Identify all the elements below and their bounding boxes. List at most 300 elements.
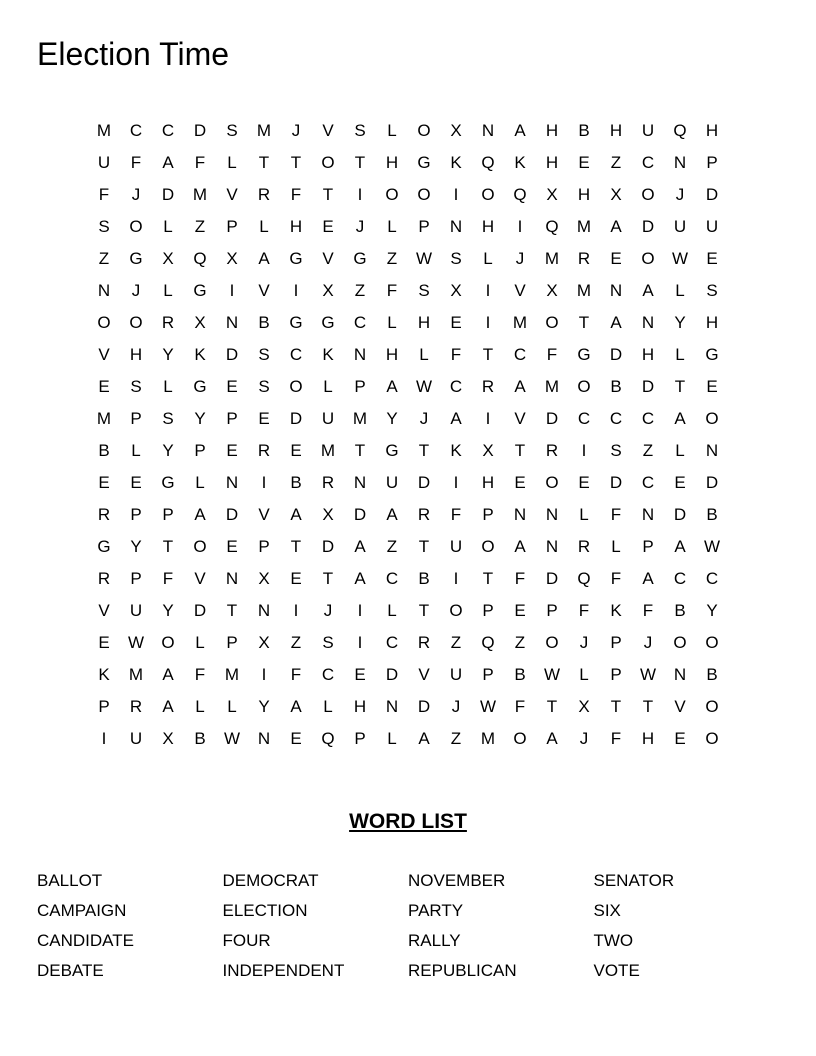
grid-letter: K bbox=[322, 345, 334, 364]
grid-letter: G bbox=[417, 153, 431, 172]
grid-letter: V bbox=[514, 281, 526, 300]
grid-letter: T bbox=[418, 537, 430, 556]
grid-letter: G bbox=[289, 313, 303, 332]
grid-letter: K bbox=[194, 345, 206, 364]
grid-letter: O bbox=[705, 409, 719, 428]
grid-letter: O bbox=[97, 313, 111, 332]
grid-letter: Q bbox=[193, 249, 207, 268]
grid-letter: L bbox=[579, 665, 589, 684]
grid-letter: N bbox=[257, 601, 271, 620]
grid-letter: Y bbox=[706, 601, 718, 620]
grid-letter: O bbox=[449, 601, 463, 620]
grid-letter: A bbox=[354, 569, 366, 588]
grid-letter: N bbox=[97, 281, 111, 300]
grid-letter: D bbox=[417, 473, 431, 492]
word-list-item: BALLOT bbox=[37, 871, 103, 890]
grid-letter: U bbox=[705, 217, 719, 236]
grid-letter: M bbox=[576, 217, 592, 236]
grid-letter: W bbox=[479, 697, 497, 716]
grid-letter: I bbox=[357, 633, 363, 652]
grid-letter: T bbox=[642, 697, 654, 716]
grid-letter: D bbox=[705, 473, 719, 492]
grid-letter: D bbox=[321, 537, 335, 556]
grid-letter: Z bbox=[642, 441, 654, 460]
grid-letter: T bbox=[578, 313, 590, 332]
grid-letter: G bbox=[577, 345, 591, 364]
grid-letter: E bbox=[354, 665, 366, 684]
grid-letter: M bbox=[576, 281, 592, 300]
grid-letter: M bbox=[320, 441, 336, 460]
grid-letter: I bbox=[453, 185, 459, 204]
grid-letter: E bbox=[98, 633, 110, 652]
grid-letter: T bbox=[354, 441, 366, 460]
grid-letter: N bbox=[705, 441, 719, 460]
grid-letter: E bbox=[290, 441, 302, 460]
grid-letter: W bbox=[127, 633, 145, 652]
grid-letter: F bbox=[130, 153, 142, 172]
grid-letter: E bbox=[130, 473, 142, 492]
grid-letter: A bbox=[386, 505, 398, 524]
grid-letter: L bbox=[227, 153, 237, 172]
grid-letter: I bbox=[453, 473, 459, 492]
grid-letter: H bbox=[641, 729, 655, 748]
grid-letter: N bbox=[673, 665, 687, 684]
grid-letter: V bbox=[322, 249, 334, 268]
grid-letter: O bbox=[705, 633, 719, 652]
grid-letter: Y bbox=[162, 601, 174, 620]
word-list-item: SENATOR bbox=[593, 871, 675, 890]
grid-letter: C bbox=[321, 665, 335, 684]
grid-letter: T bbox=[610, 697, 622, 716]
grid-letter: E bbox=[226, 377, 238, 396]
grid-letter: H bbox=[385, 153, 399, 172]
grid-letter: C bbox=[385, 569, 399, 588]
grid-letter: O bbox=[481, 185, 495, 204]
grid-letter: P bbox=[226, 217, 238, 236]
grid-letter: G bbox=[193, 281, 207, 300]
word-list-item: RALLY bbox=[408, 931, 461, 950]
grid-letter: O bbox=[705, 729, 719, 748]
grid-letter: V bbox=[194, 569, 206, 588]
grid-letter: O bbox=[673, 633, 687, 652]
grid-letter: C bbox=[577, 409, 591, 428]
grid-letter: D bbox=[289, 409, 303, 428]
grid-letter: O bbox=[545, 473, 559, 492]
grid-letter: D bbox=[705, 185, 719, 204]
grid-letter: H bbox=[417, 313, 431, 332]
grid-letter: X bbox=[194, 313, 206, 332]
grid-letter: J bbox=[579, 633, 589, 652]
grid-letter: R bbox=[577, 249, 591, 268]
grid-letter: A bbox=[642, 281, 654, 300]
grid-letter: E bbox=[322, 217, 334, 236]
grid-letter: E bbox=[226, 441, 238, 460]
grid-letter: Y bbox=[258, 697, 270, 716]
grid-letter: I bbox=[229, 281, 235, 300]
grid-letter: R bbox=[417, 505, 431, 524]
grid-letter: Z bbox=[610, 153, 622, 172]
grid-letter: H bbox=[385, 345, 399, 364]
grid-letter: V bbox=[514, 409, 526, 428]
grid-letter: O bbox=[481, 537, 495, 556]
grid-letter: N bbox=[225, 473, 239, 492]
grid-letter: M bbox=[480, 729, 496, 748]
grid-letter: E bbox=[98, 473, 110, 492]
grid-letter: X bbox=[546, 281, 558, 300]
grid-letter: Z bbox=[194, 217, 206, 236]
grid-letter: T bbox=[258, 153, 270, 172]
grid-letter: S bbox=[258, 377, 270, 396]
grid-letter: H bbox=[481, 217, 495, 236]
grid-letter: F bbox=[578, 601, 590, 620]
grid-letter: C bbox=[513, 345, 527, 364]
grid-letter: H bbox=[545, 153, 559, 172]
grid-letter: I bbox=[261, 473, 267, 492]
grid-letter: I bbox=[293, 281, 299, 300]
grid-letter: F bbox=[450, 345, 462, 364]
grid-letter: E bbox=[610, 249, 622, 268]
grid-letter: G bbox=[353, 249, 367, 268]
grid-letter: N bbox=[385, 697, 399, 716]
grid-letter: X bbox=[322, 505, 334, 524]
grid-letter: L bbox=[387, 121, 397, 140]
grid-letter: J bbox=[515, 249, 525, 268]
grid-letter: K bbox=[98, 665, 110, 684]
grid-letter: F bbox=[450, 505, 462, 524]
grid-letter: A bbox=[514, 121, 526, 140]
grid-letter: A bbox=[642, 569, 654, 588]
grid-letter: B bbox=[258, 313, 270, 332]
grid-letter: H bbox=[705, 121, 719, 140]
grid-letter: L bbox=[131, 441, 141, 460]
grid-letter: F bbox=[290, 665, 302, 684]
grid-letter: I bbox=[517, 217, 523, 236]
grid-letter: F bbox=[194, 665, 206, 684]
grid-letter: R bbox=[161, 313, 175, 332]
grid-letter: Y bbox=[194, 409, 206, 428]
grid-letter: T bbox=[546, 697, 558, 716]
grid-letter: P bbox=[226, 633, 238, 652]
grid-letter: G bbox=[289, 249, 303, 268]
grid-letter: V bbox=[226, 185, 238, 204]
grid-letter: F bbox=[514, 697, 526, 716]
grid-letter: L bbox=[195, 473, 205, 492]
grid-letter: Q bbox=[673, 121, 687, 140]
grid-letter: I bbox=[485, 313, 491, 332]
grid-letter: S bbox=[354, 121, 366, 140]
grid-letter: D bbox=[641, 377, 655, 396]
grid-letter: W bbox=[223, 729, 241, 748]
grid-letter: I bbox=[357, 601, 363, 620]
grid-letter: W bbox=[639, 665, 657, 684]
grid-letter: V bbox=[258, 505, 270, 524]
grid-letter: U bbox=[449, 665, 463, 684]
grid-letter: A bbox=[162, 665, 174, 684]
grid-letter: S bbox=[418, 281, 430, 300]
grid-letter: T bbox=[290, 537, 302, 556]
grid-letter: C bbox=[641, 473, 655, 492]
grid-letter: X bbox=[482, 441, 494, 460]
grid-letter: A bbox=[610, 217, 622, 236]
grid-letter: Q bbox=[321, 729, 335, 748]
grid-letter: N bbox=[449, 217, 463, 236]
grid-letter: B bbox=[578, 121, 590, 140]
grid-letter: C bbox=[673, 569, 687, 588]
word-list-heading bbox=[0, 808, 816, 836]
grid-letter: M bbox=[128, 665, 144, 684]
grid-letter: O bbox=[641, 249, 655, 268]
grid-letter: U bbox=[673, 217, 687, 236]
grid-letter: I bbox=[293, 601, 299, 620]
word-list-item: ELECTION bbox=[222, 901, 308, 920]
grid-letter: E bbox=[450, 313, 462, 332]
grid-letter: A bbox=[194, 505, 206, 524]
grid-letter: R bbox=[321, 473, 335, 492]
grid-letter: L bbox=[579, 505, 589, 524]
grid-letter: R bbox=[97, 505, 111, 524]
grid-letter: P bbox=[130, 409, 142, 428]
grid-letter: P bbox=[546, 601, 558, 620]
grid-letter: J bbox=[643, 633, 653, 652]
grid-letter: X bbox=[258, 633, 270, 652]
word-list-heading-text: WORD LIST bbox=[349, 810, 467, 833]
grid-letter: N bbox=[545, 537, 559, 556]
grid-letter: X bbox=[258, 569, 270, 588]
grid-letter: K bbox=[450, 441, 462, 460]
grid-letter: K bbox=[610, 601, 622, 620]
page-title: Election Time bbox=[37, 36, 230, 72]
grid-letter: S bbox=[450, 249, 462, 268]
grid-letter: H bbox=[353, 697, 367, 716]
grid-letter: T bbox=[290, 153, 302, 172]
grid-letter: D bbox=[193, 601, 207, 620]
grid-letter: W bbox=[671, 249, 689, 268]
grid-letter: G bbox=[193, 377, 207, 396]
grid-letter: Y bbox=[130, 537, 142, 556]
grid-letter: Y bbox=[162, 345, 174, 364]
grid-letter: T bbox=[482, 345, 494, 364]
grid-letter: E bbox=[226, 537, 238, 556]
grid-letter: V bbox=[418, 665, 430, 684]
grid-letter: U bbox=[321, 409, 335, 428]
letter-grid bbox=[88, 115, 728, 755]
grid-letter: B bbox=[418, 569, 430, 588]
grid-letter: D bbox=[641, 217, 655, 236]
grid-letter: A bbox=[290, 505, 302, 524]
grid-letter: F bbox=[194, 153, 206, 172]
grid-letter: Q bbox=[481, 153, 495, 172]
word-list-item: FOUR bbox=[222, 931, 271, 950]
grid-letter: G bbox=[705, 345, 719, 364]
grid-letter: Q bbox=[545, 217, 559, 236]
grid-letter: Z bbox=[290, 633, 302, 652]
grid-letter: I bbox=[357, 185, 363, 204]
grid-letter: G bbox=[129, 249, 143, 268]
grid-letter: S bbox=[322, 633, 334, 652]
grid-letter: A bbox=[546, 729, 558, 748]
grid-letter: P bbox=[482, 601, 494, 620]
grid-letter: A bbox=[674, 409, 686, 428]
grid-letter: M bbox=[256, 121, 272, 140]
grid-letter: P bbox=[162, 505, 174, 524]
grid-letter: R bbox=[129, 697, 143, 716]
grid-letter: C bbox=[641, 153, 655, 172]
grid-letter: P bbox=[130, 569, 142, 588]
grid-letter: E bbox=[290, 729, 302, 748]
grid-letter: M bbox=[224, 665, 240, 684]
grid-letter: T bbox=[482, 569, 494, 588]
grid-letter: C bbox=[641, 409, 655, 428]
grid-letter: L bbox=[163, 281, 173, 300]
grid-letter: O bbox=[545, 313, 559, 332]
grid-letter: I bbox=[581, 441, 587, 460]
grid-letter: P bbox=[354, 377, 366, 396]
grid-letter: C bbox=[129, 121, 143, 140]
grid-letter: F bbox=[642, 601, 654, 620]
word-list-item: PARTY bbox=[408, 901, 464, 920]
grid-letter: O bbox=[161, 633, 175, 652]
grid-letter: C bbox=[705, 569, 719, 588]
grid-letter: L bbox=[387, 601, 397, 620]
grid-letter: W bbox=[703, 537, 721, 556]
grid-letter: D bbox=[545, 569, 559, 588]
grid-letter: H bbox=[129, 345, 143, 364]
grid-letter: L bbox=[675, 441, 685, 460]
grid-letter: Z bbox=[386, 537, 398, 556]
grid-letter: W bbox=[543, 665, 561, 684]
grid-letter: X bbox=[162, 249, 174, 268]
grid-letter: H bbox=[545, 121, 559, 140]
grid-letter: M bbox=[512, 313, 528, 332]
grid-letter: N bbox=[545, 505, 559, 524]
grid-letter: F bbox=[162, 569, 174, 588]
grid-letter: P bbox=[226, 409, 238, 428]
grid-letter: P bbox=[130, 505, 142, 524]
grid-letter: C bbox=[161, 121, 175, 140]
grid-letter: K bbox=[514, 153, 526, 172]
grid-letter: P bbox=[482, 505, 494, 524]
grid-letter: F bbox=[290, 185, 302, 204]
grid-letter: R bbox=[481, 377, 495, 396]
grid-letter: Q bbox=[577, 569, 591, 588]
grid-letter: N bbox=[353, 473, 367, 492]
grid-letter: H bbox=[641, 345, 655, 364]
grid-letter: W bbox=[415, 249, 433, 268]
word-list-item: DEBATE bbox=[37, 961, 104, 980]
grid-letter: X bbox=[546, 185, 558, 204]
grid-letter: H bbox=[289, 217, 303, 236]
grid-letter: H bbox=[481, 473, 495, 492]
grid-letter: F bbox=[98, 185, 110, 204]
grid-letter: O bbox=[129, 217, 143, 236]
grid-letter: O bbox=[705, 697, 719, 716]
grid-letter: M bbox=[544, 377, 560, 396]
grid-letter: I bbox=[485, 281, 491, 300]
grid-letter: J bbox=[131, 281, 141, 300]
grid-letter: H bbox=[705, 313, 719, 332]
word-list bbox=[37, 866, 779, 986]
grid-letter: S bbox=[162, 409, 174, 428]
grid-letter: L bbox=[195, 697, 205, 716]
grid-letter: S bbox=[98, 217, 110, 236]
grid-letter: Y bbox=[162, 441, 174, 460]
grid-letter: D bbox=[161, 185, 175, 204]
grid-letter: L bbox=[387, 217, 397, 236]
grid-letter: N bbox=[353, 345, 367, 364]
grid-letter: D bbox=[609, 345, 623, 364]
grid-letter: X bbox=[450, 121, 462, 140]
grid-letter: Z bbox=[514, 633, 526, 652]
grid-letter: E bbox=[578, 473, 590, 492]
word-list-item: TWO bbox=[593, 931, 634, 950]
grid-letter: D bbox=[225, 345, 239, 364]
grid-letter: E bbox=[514, 473, 526, 492]
grid-letter: P bbox=[194, 441, 206, 460]
grid-letter: T bbox=[418, 601, 430, 620]
grid-letter: L bbox=[323, 697, 333, 716]
grid-letter: T bbox=[418, 441, 430, 460]
grid-letter: B bbox=[706, 665, 718, 684]
grid-letter: O bbox=[577, 377, 591, 396]
grid-letter: U bbox=[129, 601, 143, 620]
grid-letter: J bbox=[355, 217, 365, 236]
grid-letter: N bbox=[481, 121, 495, 140]
grid-letter: X bbox=[578, 697, 590, 716]
grid-letter: P bbox=[706, 153, 718, 172]
grid-letter: O bbox=[417, 185, 431, 204]
grid-letter: O bbox=[385, 185, 399, 204]
grid-letter: T bbox=[322, 185, 334, 204]
grid-letter: N bbox=[641, 313, 655, 332]
grid-letter: N bbox=[641, 505, 655, 524]
grid-letter: E bbox=[578, 153, 590, 172]
grid-letter: V bbox=[98, 345, 110, 364]
grid-letter: Q bbox=[513, 185, 527, 204]
grid-letter: L bbox=[227, 697, 237, 716]
grid-letter: P bbox=[354, 729, 366, 748]
grid-letter: R bbox=[257, 441, 271, 460]
grid-letter: V bbox=[674, 697, 686, 716]
word-list-item: SIX bbox=[593, 901, 621, 920]
grid-letter: H bbox=[609, 121, 623, 140]
grid-letter: X bbox=[450, 281, 462, 300]
grid-letter: A bbox=[290, 697, 302, 716]
word-list-item: VOTE bbox=[593, 961, 640, 980]
grid-letter: J bbox=[131, 185, 141, 204]
grid-letter: G bbox=[161, 473, 175, 492]
grid-letter: T bbox=[322, 569, 334, 588]
grid-letter: B bbox=[610, 377, 622, 396]
grid-letter: U bbox=[449, 537, 463, 556]
grid-letter: E bbox=[706, 249, 718, 268]
grid-letter: N bbox=[673, 153, 687, 172]
grid-letter: P bbox=[98, 697, 110, 716]
grid-letter: T bbox=[162, 537, 174, 556]
grid-letter: U bbox=[129, 729, 143, 748]
grid-letter: Y bbox=[386, 409, 398, 428]
grid-letter: I bbox=[261, 665, 267, 684]
grid-letter: H bbox=[577, 185, 591, 204]
grid-letter: A bbox=[386, 377, 398, 396]
grid-letter: D bbox=[353, 505, 367, 524]
grid-letter: G bbox=[385, 441, 399, 460]
grid-letter: D bbox=[385, 665, 399, 684]
grid-letter: E bbox=[258, 409, 270, 428]
grid-letter: Z bbox=[386, 249, 398, 268]
grid-letter: K bbox=[450, 153, 462, 172]
grid-letter: L bbox=[195, 633, 205, 652]
grid-letter: E bbox=[98, 377, 110, 396]
